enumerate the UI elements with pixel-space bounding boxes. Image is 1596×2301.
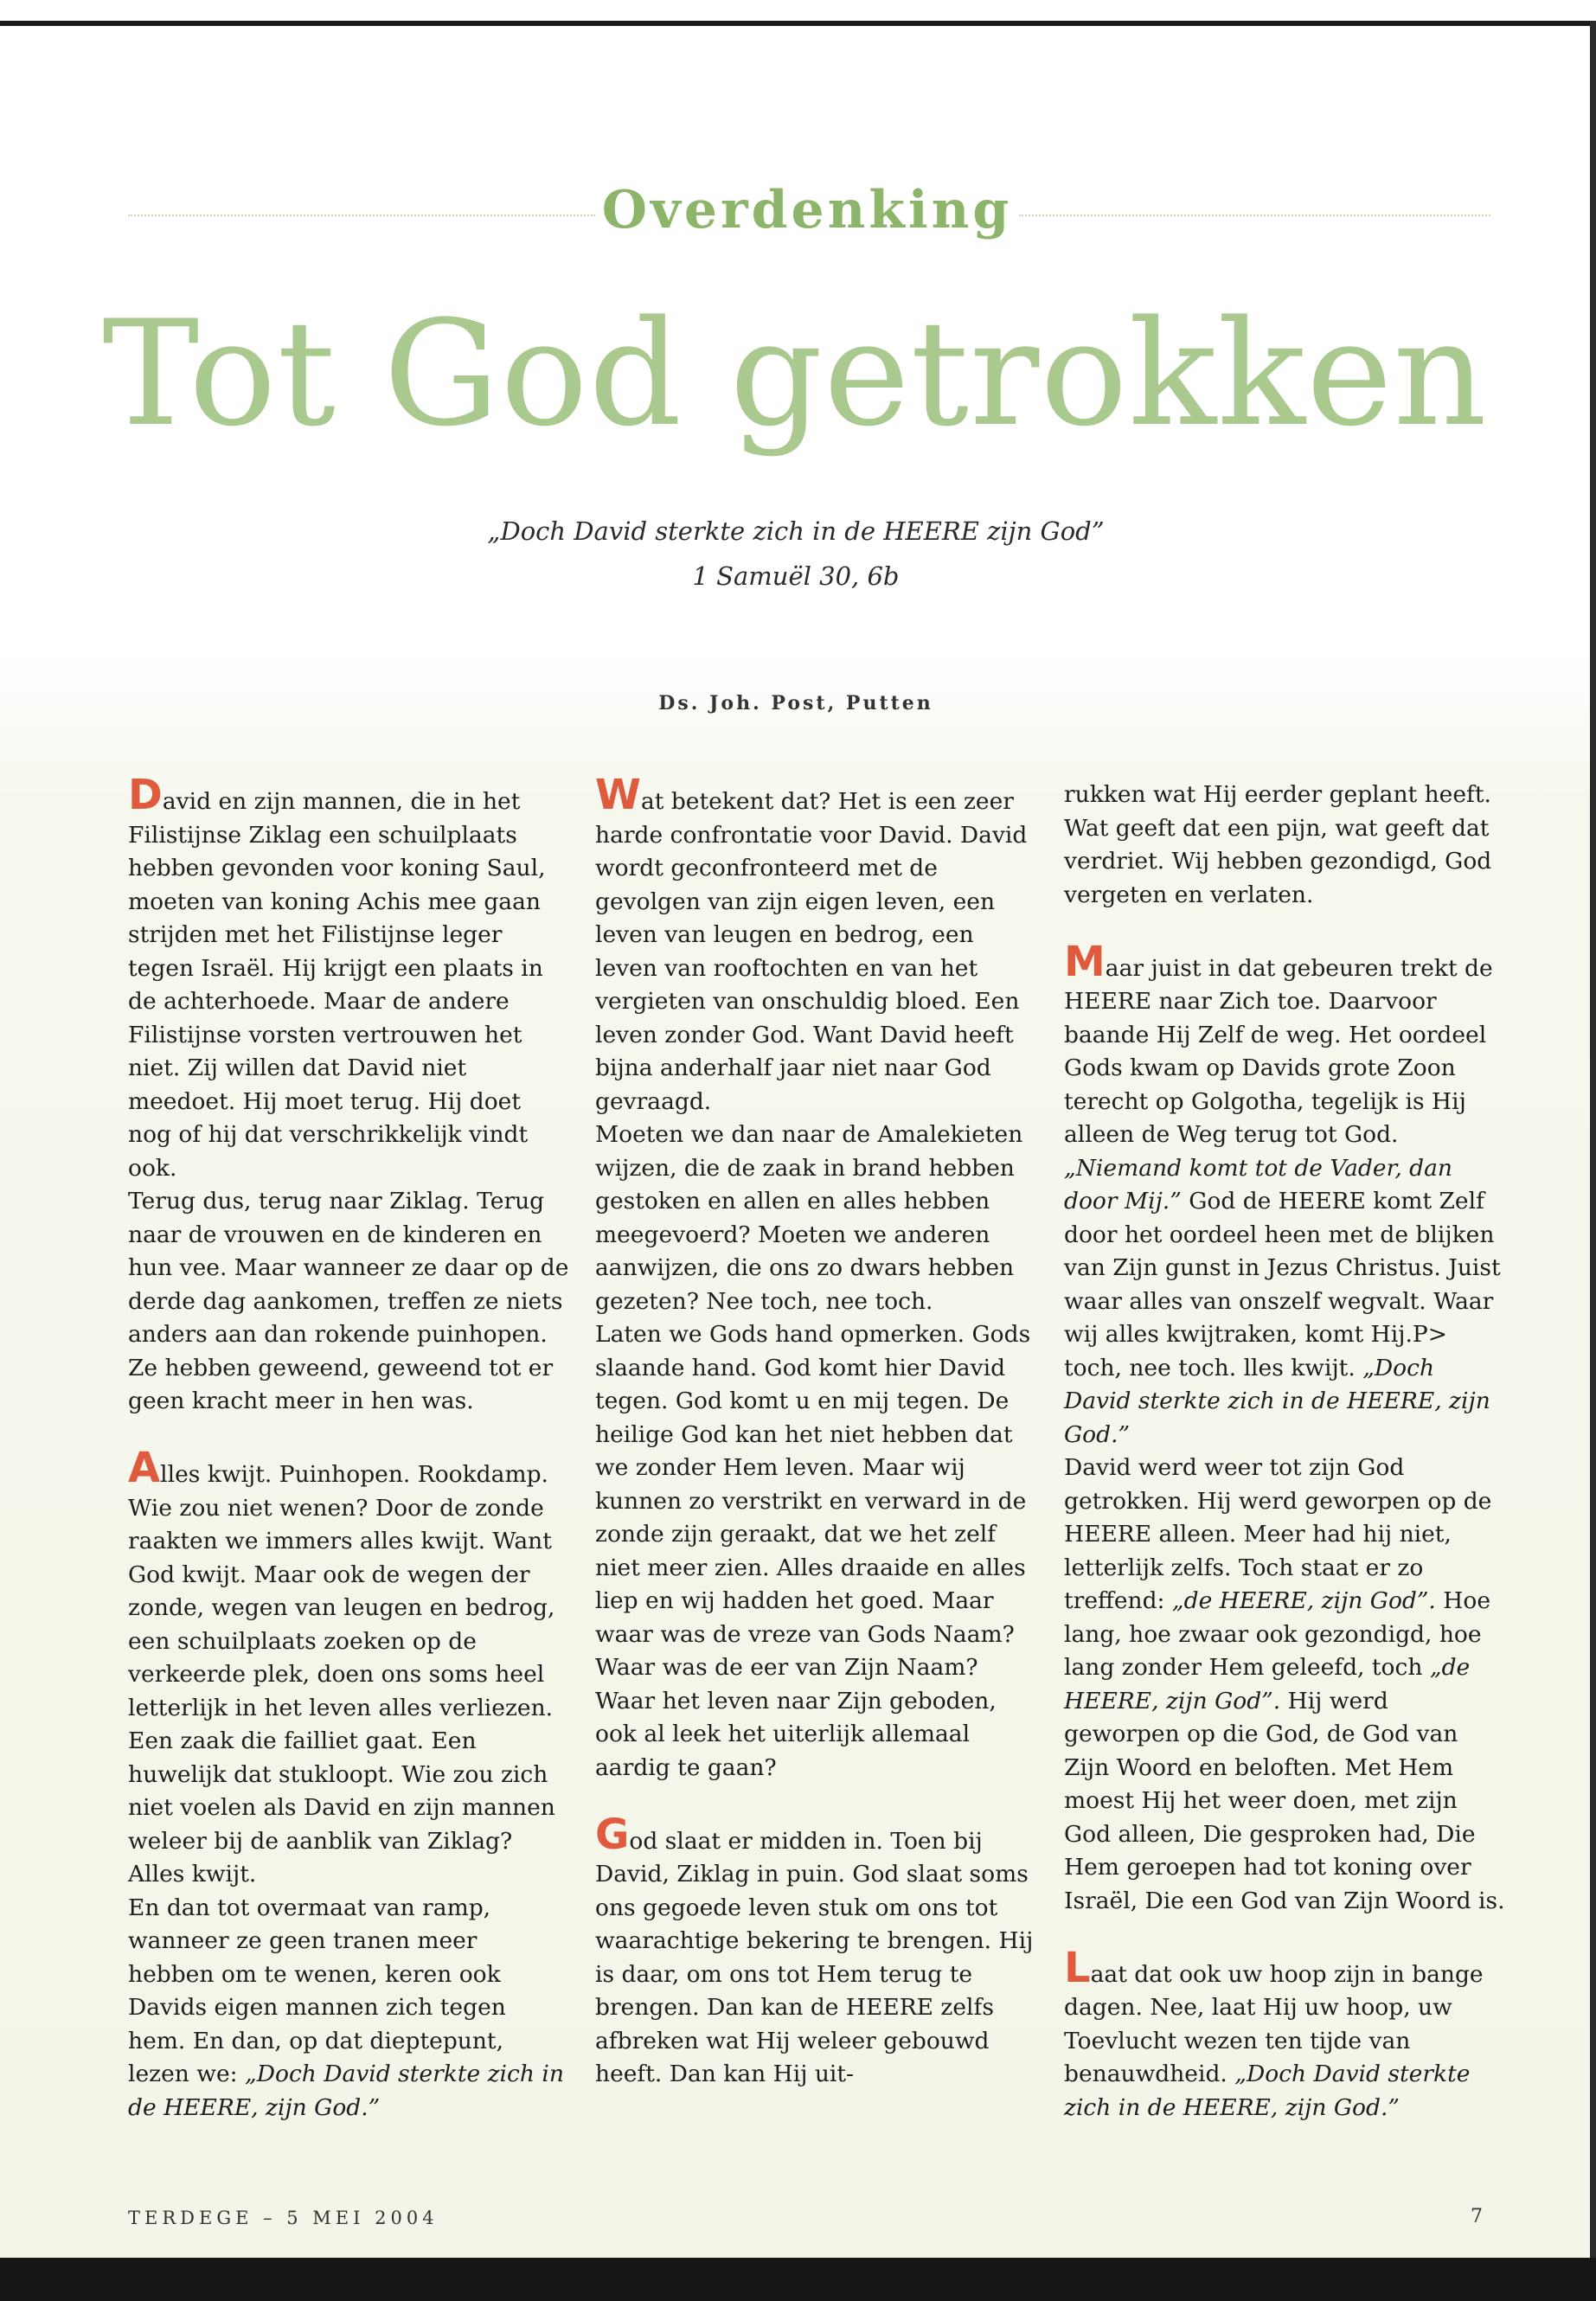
paragraph: Wat geeft dat een pijn, wat geeft dat verdriet. Wij hebben gezondigd, God vergeten en verlaten. <box>1064 814 1492 908</box>
paragraph-text: aat dat ook uw hoop zijn in bange dagen. Nee, laat Hij uw hoop, uw Toevlucht wezen ten tijde van benauwdheid. <box>1064 1960 1484 2087</box>
paragraph-text: avid en zijn mannen, die in het Filistijnse Ziklag een schuilplaats hebben gevonden voor koning Saul, moeten van koning Achis mee gaan strijden met het Filistijnse leger tegen Israël. Hij krijgt een plaats in de achterhoede. Maar de andere Filistijnse vorsten vertrouwen het niet. Zij willen dat David niet meedoet. Hij moet terug. Hij doet nog of hij dat verschrikkelijk vindt ook. <box>128 788 546 1182</box>
paragraph <box>595 771 1036 1118</box>
paragraph-text: God de HEERE komt Zelf door het oordeel heen met de blijken van Zijn gunst in Jezus Christus. Juist waar alles van onszelf wegvalt. Waar wij alles kwijtraken, komt Hij.P> toch, nee toch. lles kwijt. <box>1064 1188 1501 1381</box>
magazine-page <box>0 26 1590 2258</box>
paragraph-text: od slaat er midden in. Toen bij David, Ziklag in puin. God slaat soms ons gegoede leven stuk om ons tot waarachtige bekering te brengen. Hij is daar, om ons tot Hem terug te brengen. Dan kan de HEERE zelfs afbreken wat Hij weleer gebouwd heeft. Dan kan Hij uit- <box>595 1827 1034 2087</box>
dotted-rule-left <box>128 215 595 216</box>
text-column-3 <box>1064 779 1505 2125</box>
paragraph <box>128 1444 569 1892</box>
scripture-quote: „Niemand komt tot de Vader, dan door Mij.” <box>1064 1154 1452 1215</box>
paragraph: rukken wat Hij eerder geplant heeft. <box>1064 781 1491 808</box>
paragraph <box>595 1810 1036 2092</box>
scan-bottom-edge <box>0 2258 1596 2301</box>
paragraph: Laten we Gods hand opmerken. Gods slaande hand. God komt hier David tegen. God komt u en mij tegen. De heilige God kan het niet hebben dat we zonder Hem leven. Maar wij kunnen zo verstrikt en verward in de zonde zijn geraakt, dat we het zelf niet meer zien. Alles draaide en alles liep en wij hadden het goed. Maar waar was de vreze van Gods Naam? Waar was de eer van Zijn Naam? Waar het leven naar Zijn geboden, ook al leek het uiterlijk allemaal aardig te gaan? <box>595 1321 1031 1781</box>
paragraph <box>1064 1452 1505 1918</box>
paragraph <box>1064 1943 1505 2125</box>
epigraph-reference: 1 Samuël 30, 6b <box>692 561 900 591</box>
footer-publication: TERDEGE – 5 MEI 2004 <box>128 2208 439 2228</box>
paragraph <box>1064 937 1505 1452</box>
drop-cap: W <box>595 771 641 819</box>
scripture-quote: „Doch David sterkte zich in de HEERE, zijn God.” <box>1064 2061 1471 2121</box>
scan-right-edge <box>1590 21 1596 2261</box>
paragraph-text: at betekent dat? Het is een zeer harde confrontatie voor David. David wordt geconfronteerd met de gevolgen van zijn eigen leven, een leven van leugen en bedrog, een leven van rooftochten en van het vergieten van onschuldig bloed. Een leven zonder God. Want David heeft bijna anderhalf jaar niet naar God gevraagd. <box>595 788 1028 1115</box>
scripture-quote: „Doch David sterkte zich in de HEERE, zijn God.” <box>128 2061 564 2121</box>
paragraph-text: lles kwijt. Puinhopen. Rookdamp. Wie zou niet wenen? Door de zonde raakten we immers alles kwijt. Want God kwijt. Maar ook de wegen der zonde, wegen van leugen en bedrog, een schuilplaats zoeken op de verkeerde plek, doen ons soms heel letterlijk in het leven alles verliezen. Een zaak die failliet gaat. Een huwelijk dat stukloopt. Wie zou zich niet voelen als David en zijn mannen weleer bij de aanblik van Ziklag? Alles kwijt. <box>128 1461 555 1888</box>
scripture-quote: „de HEERE, zijn God”. <box>1064 1654 1471 1715</box>
epigraph <box>363 509 1228 599</box>
footer-page-number: 7 <box>1471 2206 1483 2227</box>
drop-cap: D <box>128 771 163 819</box>
scripture-quote: „de HEERE, zijn God”. <box>1171 1587 1436 1614</box>
author-byline: Ds. Joh. Post, Putten <box>658 692 933 715</box>
paragraph-text: Hij werd geworpen op die God, de God van Zijn Woord en beloften. Met Hem moest Hij het weer doen, met zijn God alleen, Die gesproken had, Die Hem geroepen had tot koning over Israël, Die een God van Zijn Woord is. <box>1064 1687 1505 1914</box>
paragraph-text: aar juist in dat gebeuren trekt de HEERE naar Zich toe. Daarvoor baande Hij Zelf de weg. Het oordeel Gods kwam op Davids grote Zoon terecht op Golgotha, tegelijk is Hij alleen de Weg terug tot God. <box>1064 954 1493 1148</box>
epigraph-quote: „Doch David sterkte zich in de HEERE zijn God” <box>487 516 1105 546</box>
dotted-rule-right <box>1019 215 1490 216</box>
section-kicker: Overdenking <box>601 180 1013 240</box>
drop-cap: G <box>595 1810 630 1859</box>
paragraph <box>128 1892 569 2125</box>
text-column-1 <box>128 771 569 2125</box>
drop-cap: A <box>128 1444 161 1492</box>
paragraph-text: En dan tot overmaat van ramp, wanneer ze geen tranen meer hebben om te wenen, keren ook Davids eigen mannen zich tegen hem. En dan, op dat dieptepunt, lezen we: <box>128 1894 506 2087</box>
drop-cap: L <box>1064 1943 1091 1992</box>
drop-cap: M <box>1064 937 1106 986</box>
text-column-2 <box>595 771 1036 2092</box>
article-title: Tot God getrokken <box>102 289 1488 458</box>
paragraph <box>128 771 569 1185</box>
paragraph-text: Hoe lang, hoe zwaar ook gezondigd, hoe lang zonder Hem geleefd, toch <box>1064 1587 1491 1681</box>
paragraph-text: David werd weer tot zijn God getrokken. Hij werd geworpen op de HEERE alleen. Meer had hij niet, letterlijk zelfs. Toch staat er zo treffend: <box>1064 1454 1492 1614</box>
paragraph: Moeten we dan naar de Amalekieten wijzen, die de zaak in brand hebben gestoken en allen en alles hebben meegevoerd? Moeten we anderen aanwijzen, die ons zo dwars hebben gezeten? Nee toch, nee toch. <box>595 1121 1023 1315</box>
paragraph: Terug dus, terug naar Ziklag. Terug naar de vrouwen en de kinderen en hun vee. Maar wanneer ze daar op de derde dag aankomen, treffen ze niets anders aan dan rokende puinhopen. Ze hebben geweend, geweend tot er geen kracht meer in hen was. <box>128 1188 569 1414</box>
scripture-quote: „Doch David sterkte zich in de HEERE, zijn God.” <box>1064 1354 1490 1448</box>
